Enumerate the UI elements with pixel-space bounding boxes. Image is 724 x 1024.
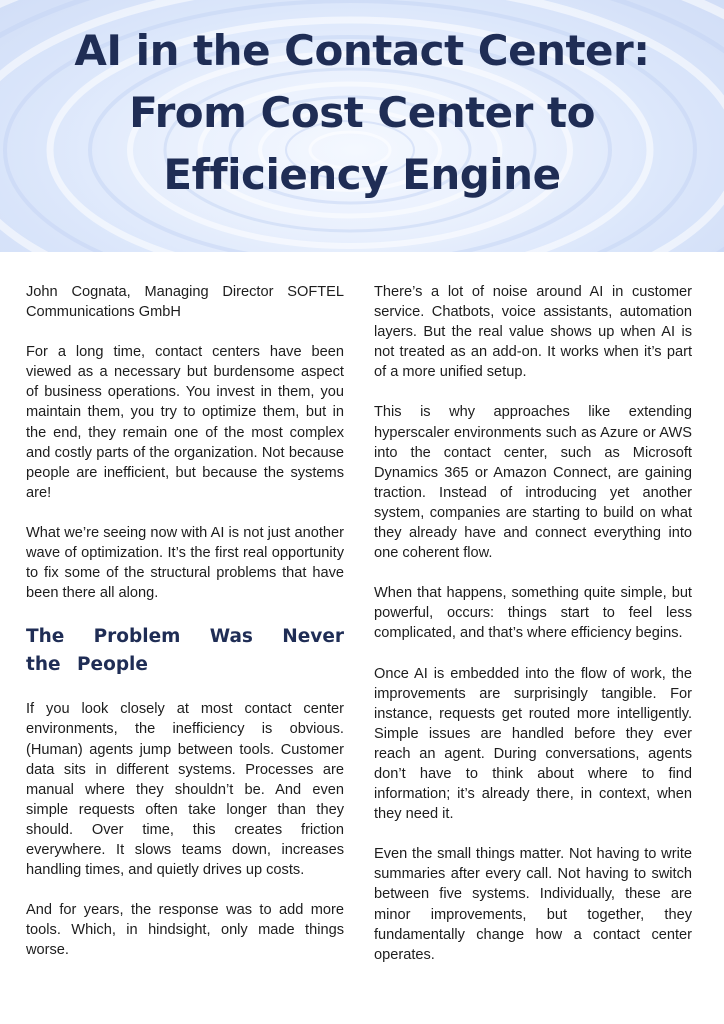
left-column: [26, 282, 344, 980]
title-line-2: From Cost Center to: [129, 88, 595, 137]
section-heading: The Problem Was Never the People: [26, 626, 344, 676]
hero-banner: [0, 0, 724, 252]
body-paragraph: This is why approaches like extending hyperscaler environments such as Azure or AWS into the contact center, such as Microsoft Dynamics 365 or Amazon Connect, are gaining traction. Instead of introducing yet another system, companies are starting to build on what they already have and connect everything into one coherent flow.: [374, 404, 692, 562]
intro-paragraph: What we’re seeing now with AI is not just another wave of optimization. It’s the first real opportunity to fix some of the structural problems that have been there all along.: [26, 524, 344, 602]
body-paragraph: Once AI is embedded into the flow of work, the improvements are surprisingly tangible. For instance, requests get routed more intelligently. Simple issues are handled before they ever reach an agent. During conversations, agents don’t have to think about where to find information; it’s already there, in context, when they need it.: [374, 665, 692, 823]
title-line-1: AI in the Contact Center:: [74, 26, 650, 75]
body-paragraph: When that happens, something quite simple, but powerful, occurs: things start to feel less complicated, and that’s where efficiency begins.: [374, 585, 692, 642]
intro-paragraph: For a long time, contact centers have been viewed as a necessary but burdensome aspect of business operations. You invest in them, you maintain them, you try to optimize them, but in the end, they remain one of the most complex and costly parts of the organization. Not because people are inefficient, but because the systems are!: [26, 344, 344, 501]
right-column: [374, 282, 692, 985]
author-byline: John Cognata, Managing Director SOFTEL Communications GmbH: [26, 284, 344, 321]
body-paragraph: And for years, the response was to add more tools. Which, in hindsight, only made things worse.: [26, 902, 344, 959]
body-paragraph: Even the small things matter. Not having to write summaries after every call. Not having to switch between five systems. Individually, these are minor improvements, but together, they fundamentally change how a contact center operates.: [374, 846, 692, 963]
body-paragraph: If you look closely at most contact center environments, the inefficiency is obvious. (Human) agents jump between tools. Customer data sits in different systems. Processes are manual where they shouldn’t be. And even simple requests often take longer than they should. Over time, this creates friction everywhere. It slows teams down, increases handling times, and quietly drives up costs.: [26, 701, 344, 879]
page-title: [0, 20, 724, 206]
title-line-3: Efficiency Engine: [163, 150, 561, 199]
body-paragraph: There’s a lot of noise around AI in customer service. Chatbots, voice assistants, automation layers. But the real value shows up when AI is not treated as an add-on. It works when it’s part of a more unified setup.: [374, 284, 692, 381]
